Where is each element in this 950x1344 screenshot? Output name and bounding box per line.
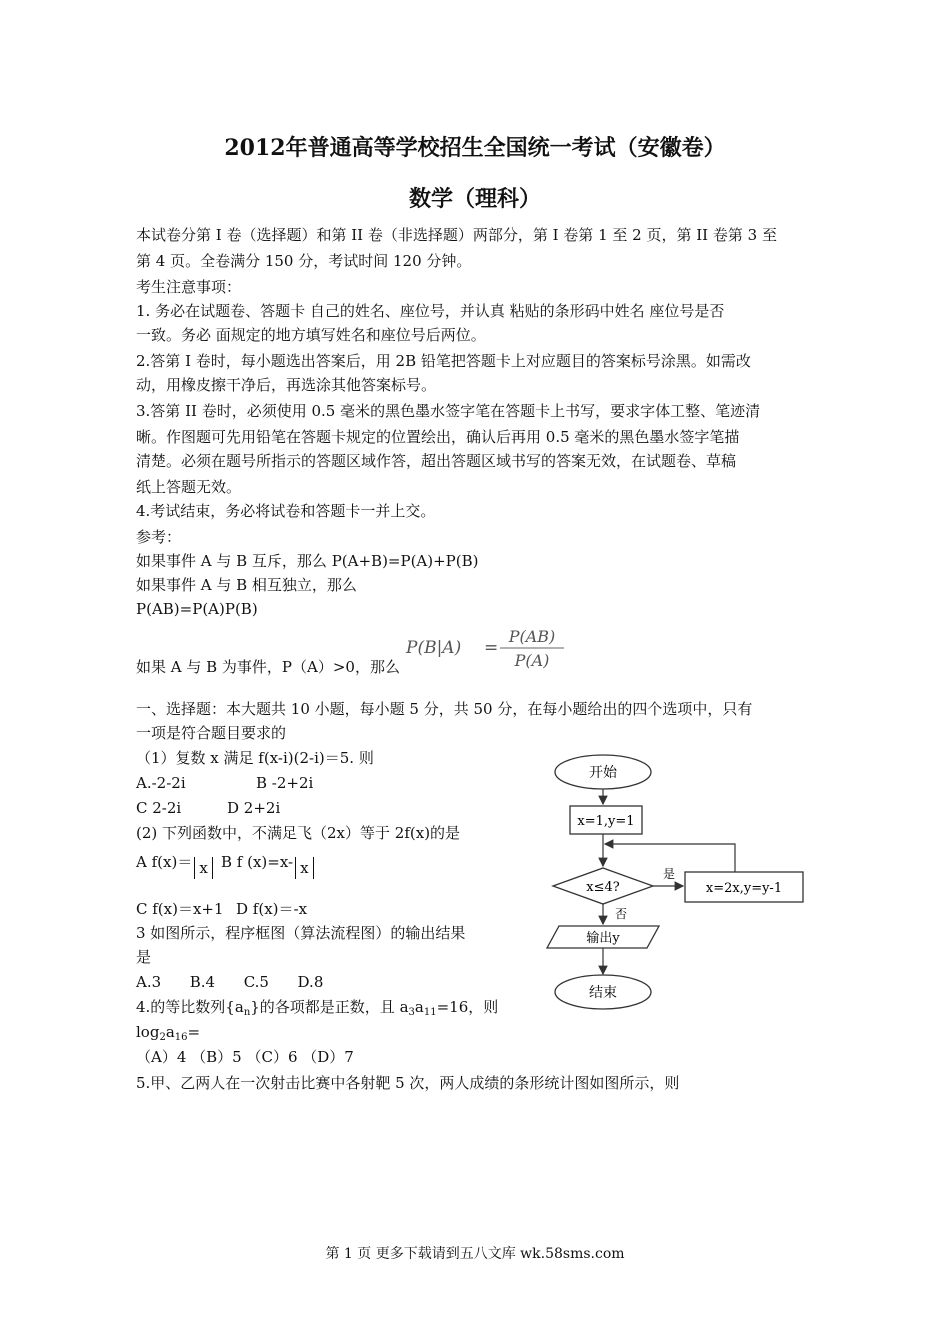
formula-lhs: P(B|A) [406, 638, 462, 658]
question-3-options: A.3 B.4 C.5 D.8 [136, 973, 324, 991]
reference-line: 如果 A 与 B 为事件，P（A）>0，那么 [136, 658, 400, 676]
note-line: 纸上答题无效。 [136, 478, 242, 496]
conditional-probability-formula [404, 622, 574, 672]
intro-line: 第 4 页。全卷满分 150 分，考试时间 120 分钟。 [136, 252, 472, 270]
question-2-option-b [221, 851, 314, 879]
note-line: 4.考试结束，务必将试卷和答题卡一并上交。 [136, 502, 436, 520]
note-line: 1. 务必在试题卷、答题卡 自己的姓名、座位号，并认真 粘贴的条形码中姓名 座位号是否 [136, 302, 725, 320]
update-label: x=2x,y=y-1 [705, 881, 783, 896]
note-line: 动，用橡皮擦干净后，再选涂其他答案标号。 [136, 376, 437, 394]
question-4-cont [136, 1021, 200, 1049]
question-1-option-a: A.-2-2i [136, 774, 186, 792]
note-line: 晰。作图题可先用铅笔在答题卡规定的位置绘出，确认后再用 0.5 毫米的黑色墨水签字笔描 [136, 428, 740, 446]
reference-line: 如果事件 A 与 B 互斥，那么 P(A+B)=P(A)+P(B) [136, 552, 479, 570]
start-label: 开始 [589, 765, 617, 781]
question-2-option-a [136, 851, 213, 879]
question-1-option-d: D 2+2i [227, 799, 281, 817]
question-4-text: =16，则 [436, 998, 499, 1016]
section-heading: 一项是符合题目要求的 [136, 724, 287, 742]
question-4-text: log [136, 1023, 160, 1041]
question-4-text: }的各项都是正数，且 a [250, 998, 409, 1016]
question-3-cont: 是 [136, 948, 152, 966]
subscript: 16 [174, 1032, 188, 1043]
page-footer: 第 1 页 更多下载请到五八文库 wk.58sms.com [325, 1246, 625, 1262]
condition-label: x≤4? [586, 880, 620, 895]
init-label: x=1,y=1 [577, 814, 635, 829]
page-title: 2012年普通高等学校招生全国统一考试（安徽卷） [224, 135, 726, 161]
note-line: 一致。务必 面规定的地方填写姓名和座位号后两位。 [136, 326, 486, 344]
yes-label: 是 [662, 867, 676, 881]
subscript: 2 [159, 1032, 166, 1043]
program-flowchart [545, 748, 815, 1018]
reference-line: 如果事件 A 与 B 相互独立，那么 [136, 576, 357, 594]
question-2-option-a-label: A f(x)＝ [136, 853, 193, 871]
abs-value: x [194, 857, 212, 879]
question-2-option-c: C f(x)＝x+1 [136, 900, 224, 918]
notes-heading: 考生注意事项： [136, 278, 242, 296]
question-4-text: a [165, 1023, 175, 1041]
question-2-option-d: D f(x)＝-x [236, 900, 308, 918]
formula-numerator: P(AB) [508, 627, 556, 646]
subscript: n [243, 1007, 251, 1018]
end-label: 结束 [589, 985, 617, 1001]
formula-equals: = [484, 638, 499, 658]
note-line: 3.答第 II 卷时，必须使用 0.5 毫米的黑色墨水签字笔在答题卡上书写，要求字体工整、笔迹清 [136, 402, 761, 420]
question-3: 3 如图所示，程序框图（算法流程图）的输出结果 [136, 924, 466, 942]
abs-value: x [295, 857, 313, 879]
question-1-option-c: C 2-2i [136, 799, 182, 817]
subscript: 3 [408, 1007, 415, 1018]
question-5: 5.甲、乙两人在一次射击比赛中各射靶 5 次，两人成绩的条形统计图如图所示，则 [136, 1074, 680, 1092]
question-1-option-b: B -2+2i [256, 774, 314, 792]
output-label: 输出y [586, 931, 620, 946]
intro-line: 本试卷分第 I 卷（选择题）和第 II 卷（非选择题）两部分，第 I 卷第 1 至 2 页，第 II 卷第 3 至 [136, 226, 777, 244]
question-2: (2) 下列函数中，不满足飞（2x）等于 2f(x)的是 [136, 824, 461, 842]
question-1: （1）复数 x 满足 f(x-i)(2-i)＝5. 则 [136, 749, 374, 767]
question-4-text: a [414, 998, 424, 1016]
subscript: 11 [423, 1007, 437, 1018]
question-4-text: = [187, 1023, 201, 1041]
formula-denominator: P(A) [514, 651, 550, 670]
reference-heading: 参考： [136, 528, 182, 546]
question-4-text: 4.的等比数列{a [136, 998, 244, 1016]
note-line: 清楚。必须在题号所指示的答题区域作答，超出答题区域书写的答案无效，在试题卷、草稿 [136, 452, 737, 470]
question-2-option-b-label: B f (x)=x- [221, 853, 294, 871]
question-4-options: （A）4 （B）5 （C）6 （D）7 [136, 1048, 354, 1066]
question-4 [136, 996, 498, 1024]
page-subtitle: 数学（理科） [408, 186, 541, 212]
no-label: 否 [614, 907, 628, 921]
note-line: 2.答第 I 卷时，每小题选出答案后，用 2B 铅笔把答题卡上对应题目的答案标号涂黑。如需改 [136, 352, 751, 370]
reference-line: P(AB)=P(A)P(B) [136, 600, 258, 618]
section-heading: 一、选择题：本大题共 10 小题，每小题 5 分，共 50 分，在每小题给出的四个选项中，只有 [136, 700, 753, 718]
